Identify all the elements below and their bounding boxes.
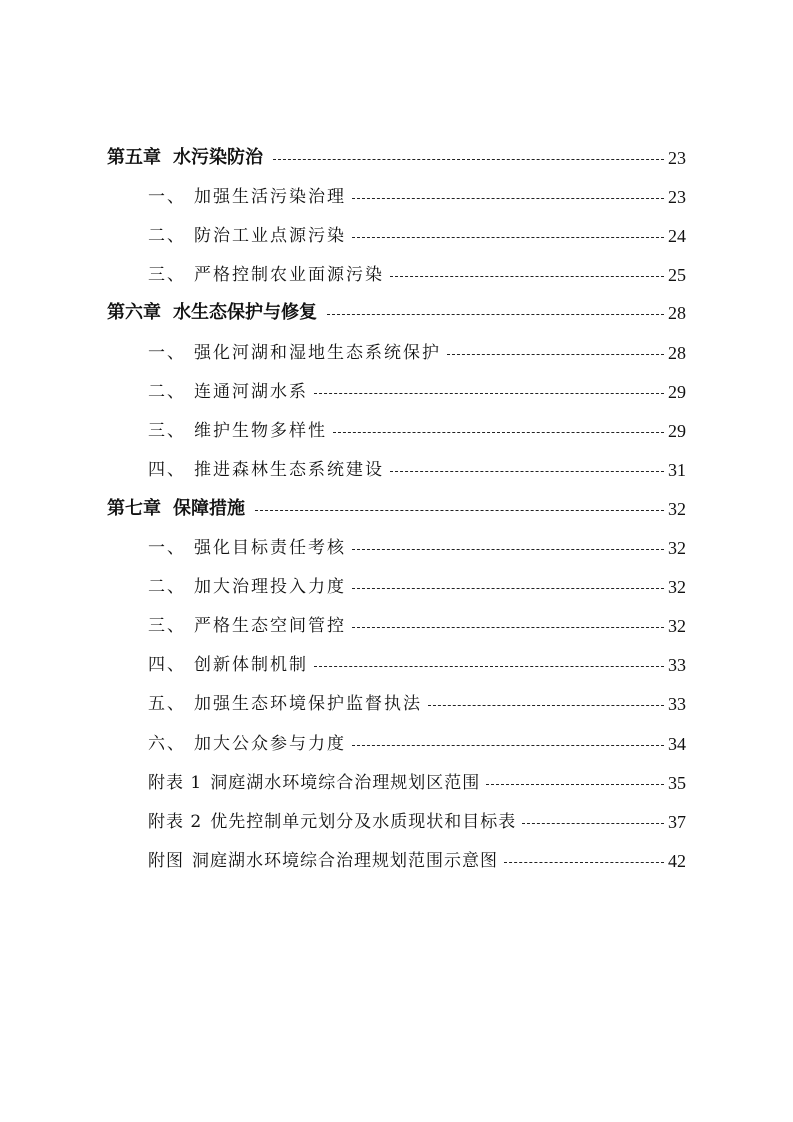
- dot-leader: [352, 745, 664, 746]
- toc-number: 四、: [148, 655, 186, 675]
- toc-chapter-6[interactable]: [107, 300, 686, 326]
- toc-number: 二、: [148, 382, 186, 402]
- toc-entry[interactable]: [148, 418, 686, 444]
- toc-title: 洞庭湖水环境综合治理规划范围示意图: [192, 851, 498, 871]
- toc-appendix-table-2[interactable]: [148, 809, 686, 835]
- toc-page-number: 34: [668, 734, 686, 754]
- toc-page-number: 32: [668, 577, 686, 597]
- toc-title: 连通河湖水系: [194, 382, 308, 402]
- toc-number: 六、: [148, 734, 186, 754]
- toc-entry[interactable]: [148, 184, 686, 210]
- toc-number: 三、: [148, 421, 186, 441]
- toc-number: 第六章: [107, 302, 161, 323]
- toc-appendix-figure[interactable]: [148, 848, 686, 874]
- dot-leader: [486, 784, 664, 785]
- toc-page-number: 23: [668, 187, 686, 207]
- toc-page-number: 33: [668, 655, 686, 675]
- toc-number: 五、: [148, 694, 186, 714]
- toc-entry[interactable]: [148, 613, 686, 639]
- toc-page-number: 25: [668, 265, 686, 285]
- toc-page-number: 24: [668, 226, 686, 246]
- toc-title: 水污染防治: [173, 147, 263, 168]
- toc-entry[interactable]: [148, 691, 686, 717]
- dot-leader: [352, 627, 664, 628]
- toc-title: 强化目标责任考核: [194, 538, 346, 558]
- toc-page-number: 31: [668, 460, 686, 480]
- toc-number: 附图: [148, 851, 184, 871]
- toc-title: 严格控制农业面源污染: [194, 265, 384, 285]
- toc-entry[interactable]: [148, 535, 686, 561]
- dot-leader: [314, 666, 664, 667]
- toc-number: 第五章: [107, 147, 161, 168]
- toc-number: 二、: [148, 226, 186, 246]
- toc-title: 强化河湖和湿地生态系统保护: [194, 343, 441, 363]
- dot-leader: [314, 393, 664, 394]
- toc-page-number: 42: [668, 851, 686, 871]
- toc-title: 加强生活污染治理: [194, 187, 346, 207]
- toc-title: 创新体制机制: [194, 655, 308, 675]
- toc-number: 第七章: [107, 498, 161, 519]
- toc-entry[interactable]: [148, 574, 686, 600]
- dot-leader: [504, 862, 664, 863]
- toc-number: 附表 1: [148, 773, 203, 793]
- toc-title: 洞庭湖水环境综合治理规划区范围: [210, 773, 481, 793]
- toc-appendix-table-1[interactable]: [148, 770, 686, 796]
- toc-page-number: 33: [668, 694, 686, 714]
- dot-leader: [352, 549, 664, 550]
- toc-number: 一、: [148, 187, 186, 207]
- toc-page-number: 32: [668, 616, 686, 636]
- toc-page-number: 29: [668, 421, 686, 441]
- dot-leader: [390, 276, 664, 277]
- toc-title: 严格生态空间管控: [194, 616, 346, 636]
- toc-number: 四、: [148, 460, 186, 480]
- toc-number: 三、: [148, 616, 186, 636]
- dot-leader: [255, 510, 664, 511]
- toc-page-number: 23: [668, 148, 686, 168]
- toc-title: 加大治理投入力度: [194, 577, 346, 597]
- toc-page-number: 29: [668, 382, 686, 402]
- toc-entry[interactable]: [148, 457, 686, 483]
- toc-title: 推进森林生态系统建设: [194, 460, 384, 480]
- toc-number: 附表 2: [148, 812, 203, 832]
- toc-title: 保障措施: [173, 498, 245, 519]
- dot-leader: [273, 159, 664, 160]
- toc-entry[interactable]: [148, 262, 686, 288]
- toc-entry[interactable]: [148, 340, 686, 366]
- toc-title: 水生态保护与修复: [173, 302, 317, 323]
- toc-entry[interactable]: [148, 731, 686, 757]
- toc-page-number: 28: [668, 343, 686, 363]
- toc-title: 加大公众参与力度: [194, 734, 346, 754]
- toc-title: 维护生物多样性: [194, 421, 327, 441]
- dot-leader: [333, 432, 664, 433]
- toc-number: 三、: [148, 265, 186, 285]
- toc-chapter-5[interactable]: [107, 145, 686, 171]
- toc-title: 优先控制单元划分及水质现状和目标表: [210, 812, 517, 832]
- toc-number: 二、: [148, 577, 186, 597]
- toc-title: 加强生态环境保护监督执法: [194, 694, 422, 714]
- toc-page-number: 28: [668, 303, 686, 323]
- toc-number: 一、: [148, 343, 186, 363]
- toc-number: 一、: [148, 538, 186, 558]
- dot-leader: [352, 588, 664, 589]
- dot-leader: [390, 471, 664, 472]
- toc-page-number: 35: [668, 773, 686, 793]
- dot-leader: [352, 198, 664, 199]
- dot-leader: [447, 354, 664, 355]
- dot-leader: [428, 705, 664, 706]
- toc-page-number: 32: [668, 538, 686, 558]
- dot-leader: [327, 314, 664, 315]
- toc-entry[interactable]: [148, 652, 686, 678]
- toc-entry[interactable]: [148, 379, 686, 405]
- toc-entry[interactable]: [148, 223, 686, 249]
- dot-leader: [352, 237, 664, 238]
- toc-chapter-7[interactable]: [107, 496, 686, 522]
- dot-leader: [522, 823, 664, 824]
- toc-page-number: 32: [668, 499, 686, 519]
- toc-page-number: 37: [668, 812, 686, 832]
- toc-title: 防治工业点源污染: [194, 226, 346, 246]
